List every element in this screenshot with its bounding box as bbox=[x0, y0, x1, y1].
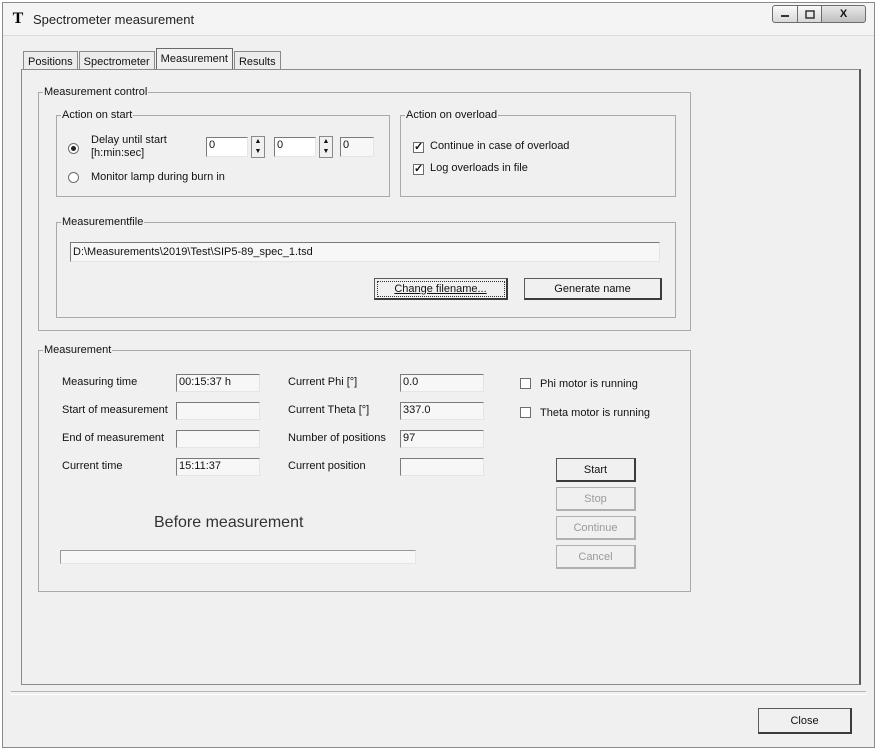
delay-minutes-input[interactable]: 0 bbox=[274, 137, 316, 157]
measurement-file-legend: Measurementfile bbox=[62, 216, 144, 228]
measurement-status-text: Before measurement bbox=[154, 514, 304, 531]
end-of-measurement-value bbox=[176, 430, 260, 448]
phi-motor-running-label: Phi motor is running bbox=[540, 378, 638, 390]
measurement-control-legend: Measurement control bbox=[44, 86, 148, 98]
close-icon: X bbox=[839, 8, 848, 20]
measurement-tab-panel bbox=[21, 69, 861, 685]
measuring-time-value: 00:15:37 h bbox=[176, 374, 260, 392]
tab-spectrometer[interactable]: Spectrometer bbox=[79, 51, 155, 72]
phi-motor-running-checkbox[interactable] bbox=[520, 378, 531, 389]
action-on-start-legend: Action on start bbox=[62, 109, 133, 121]
minimize-button[interactable] bbox=[772, 5, 798, 23]
footer-separator bbox=[11, 691, 866, 695]
current-theta-label: Current Theta [°] bbox=[288, 404, 370, 416]
theta-motor-running-checkbox[interactable] bbox=[520, 407, 531, 418]
start-of-measurement-value bbox=[176, 402, 260, 420]
current-position-label: Current position bbox=[288, 460, 366, 472]
continue-on-overload-checkbox[interactable]: ✓ bbox=[414, 141, 424, 153]
delay-until-start-label: Delay until start [h:min:sec] bbox=[91, 134, 167, 159]
caption-buttons bbox=[772, 5, 866, 23]
current-time-value: 15:11:37 bbox=[176, 458, 260, 476]
measurement-file-group bbox=[56, 216, 676, 318]
current-position-value bbox=[400, 458, 484, 476]
delay-hours-spinner[interactable]: ▲ ▼ bbox=[251, 136, 265, 158]
tab-positions[interactable]: Positions bbox=[23, 51, 78, 72]
minimize-icon bbox=[780, 10, 790, 18]
measuring-time-label: Measuring time bbox=[62, 376, 138, 388]
spectrometer-measurement-window bbox=[2, 2, 875, 748]
maximize-icon bbox=[805, 10, 815, 19]
delay-until-start-radio[interactable] bbox=[68, 143, 79, 154]
start-button[interactable]: Start bbox=[556, 458, 636, 482]
app-logo-icon: T bbox=[12, 10, 24, 27]
delay-minutes-spinner[interactable]: ▲ ▼ bbox=[319, 136, 333, 158]
continue-on-overload-label: Continue in case of overload bbox=[430, 140, 570, 152]
current-theta-value: 337.0 bbox=[400, 402, 484, 420]
tab-results[interactable]: Results bbox=[234, 51, 281, 72]
end-of-measurement-label: End of measurement bbox=[62, 432, 165, 444]
start-of-measurement-label: Start of measurement bbox=[62, 404, 168, 416]
current-time-label: Current time bbox=[62, 460, 123, 472]
theta-motor-running-label: Theta motor is running bbox=[540, 407, 651, 419]
generate-name-button[interactable]: Generate name bbox=[524, 278, 662, 300]
number-of-positions-value: 97 bbox=[400, 430, 484, 448]
current-phi-label: Current Phi [°] bbox=[288, 376, 358, 388]
measurement-progress-bar bbox=[60, 550, 416, 564]
close-window-button[interactable] bbox=[822, 5, 866, 23]
title-bar[interactable] bbox=[3, 3, 874, 36]
window-title: Spectrometer measurement bbox=[33, 12, 195, 27]
maximize-button[interactable] bbox=[798, 5, 822, 23]
measurement-file-path[interactable]: D:\Measurements\2019\Test\SIP5-89_spec_1.tsd bbox=[70, 242, 660, 262]
log-overloads-checkbox[interactable]: ✓ bbox=[414, 163, 424, 175]
action-on-overload-legend: Action on overload bbox=[406, 109, 498, 121]
tab-measurement[interactable]: Measurement bbox=[156, 48, 233, 73]
stop-button[interactable]: Stop bbox=[556, 487, 636, 511]
cancel-button[interactable]: Cancel bbox=[556, 545, 636, 569]
continue-button[interactable]: Continue bbox=[556, 516, 636, 540]
change-filename-button[interactable]: Change filename... bbox=[374, 278, 508, 300]
monitor-lamp-radio[interactable] bbox=[68, 172, 79, 183]
current-phi-value: 0.0 bbox=[400, 374, 484, 392]
number-of-positions-label: Number of positions bbox=[288, 432, 386, 444]
close-button[interactable]: Close bbox=[758, 708, 852, 734]
monitor-lamp-label: Monitor lamp during burn in bbox=[91, 171, 225, 183]
log-overloads-label: Log overloads in file bbox=[430, 162, 528, 174]
action-on-overload-group bbox=[400, 109, 676, 197]
measurement-legend: Measurement bbox=[44, 344, 112, 356]
delay-seconds-input[interactable]: 0 bbox=[340, 137, 374, 157]
delay-hours-input[interactable]: 0 bbox=[206, 137, 248, 157]
